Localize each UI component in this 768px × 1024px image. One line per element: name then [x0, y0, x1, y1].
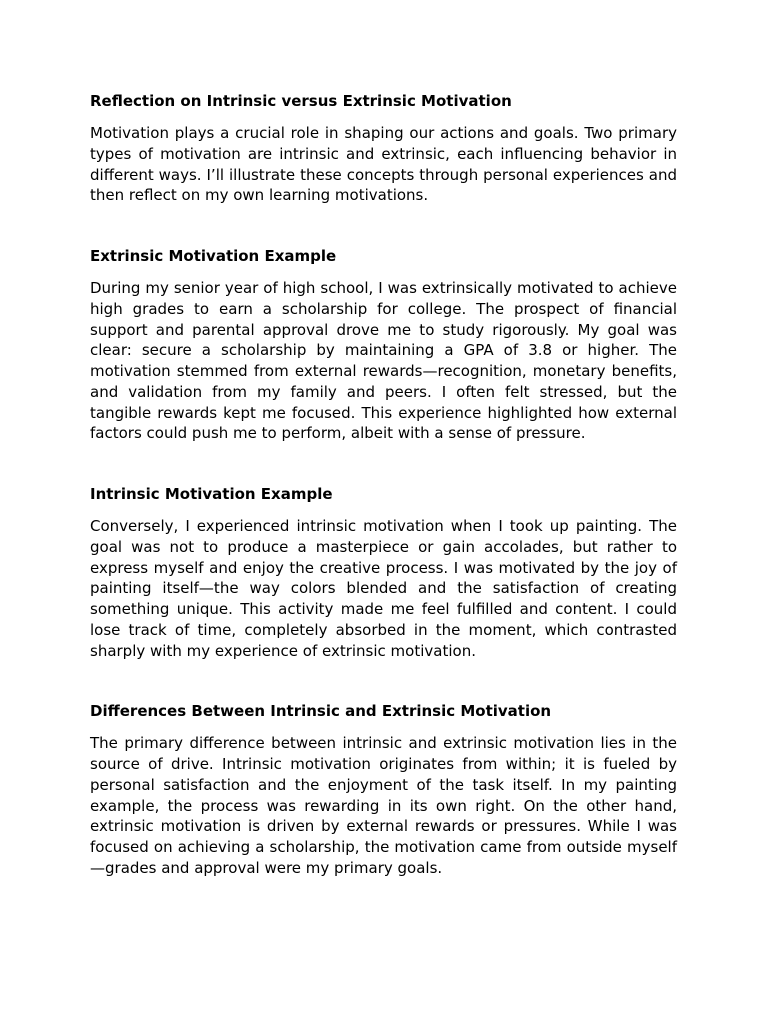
section-differences [90, 701, 677, 878]
section-extrinsic-example [90, 246, 677, 444]
document-body [90, 91, 677, 879]
section-paragraph: During my senior year of high school, I was extrinsically motivated to achieve high grades to earn a scholarship for college. The prospect of financial support and parental approval drove me to study rigorously. My goal was clear: secure a scholarship by maintaining a GPA of 3.8 or higher. The motivation stemmed from external rewards—recognition, monetary benefits, and validation from my family and peers. I often felt stressed, but the tangible rewards kept me focused. This experience highlighted how external factors could push me to perform, albeit with a sense of pressure. [90, 279, 677, 443]
section-reflection [90, 91, 677, 206]
section-paragraph: Conversely, I experienced intrinsic motivation when I took up painting. The goal was not to produce a masterpiece or gain accolades, but rather to express myself and enjoy the creative process. I was motivated by the joy of painting itself—the way colors blended and the satisfaction of creating something unique. This activity made me feel fulfilled and content. I could lose track of time, completely absorbed in the moment, which contrasted sharply with my experience of extrinsic motivation. [90, 517, 677, 660]
section-paragraph: Motivation plays a crucial role in shaping our actions and goals. Two primary types of motivation are intrinsic and extrinsic, each influencing behavior in different ways. I’ll illustrate these concepts through personal experiences and then reflect on my own learning motivations. [90, 124, 677, 205]
section-intrinsic-example [90, 484, 677, 661]
section-heading: Extrinsic Motivation Example [90, 247, 337, 265]
section-heading: Differences Between Intrinsic and Extrinsic Motivation [90, 702, 552, 721]
section-paragraph: The primary difference between intrinsic and extrinsic motivation lies in the source of drive. Intrinsic motivation originates from within; it is fueled by personal satisfaction and the enjoyment of the task itself. In my painting example, the process was rewarding in its own right. On the other hand, extrinsic motivation is driven by external rewards or pressures. While I was focused on achieving a scholarship, the motivation came from outside myself —grades and approval were my primary goals. [90, 734, 677, 877]
section-heading: Intrinsic Motivation Example [90, 485, 333, 503]
section-heading: Reflection on Intrinsic versus Extrinsic Motivation [90, 92, 512, 110]
